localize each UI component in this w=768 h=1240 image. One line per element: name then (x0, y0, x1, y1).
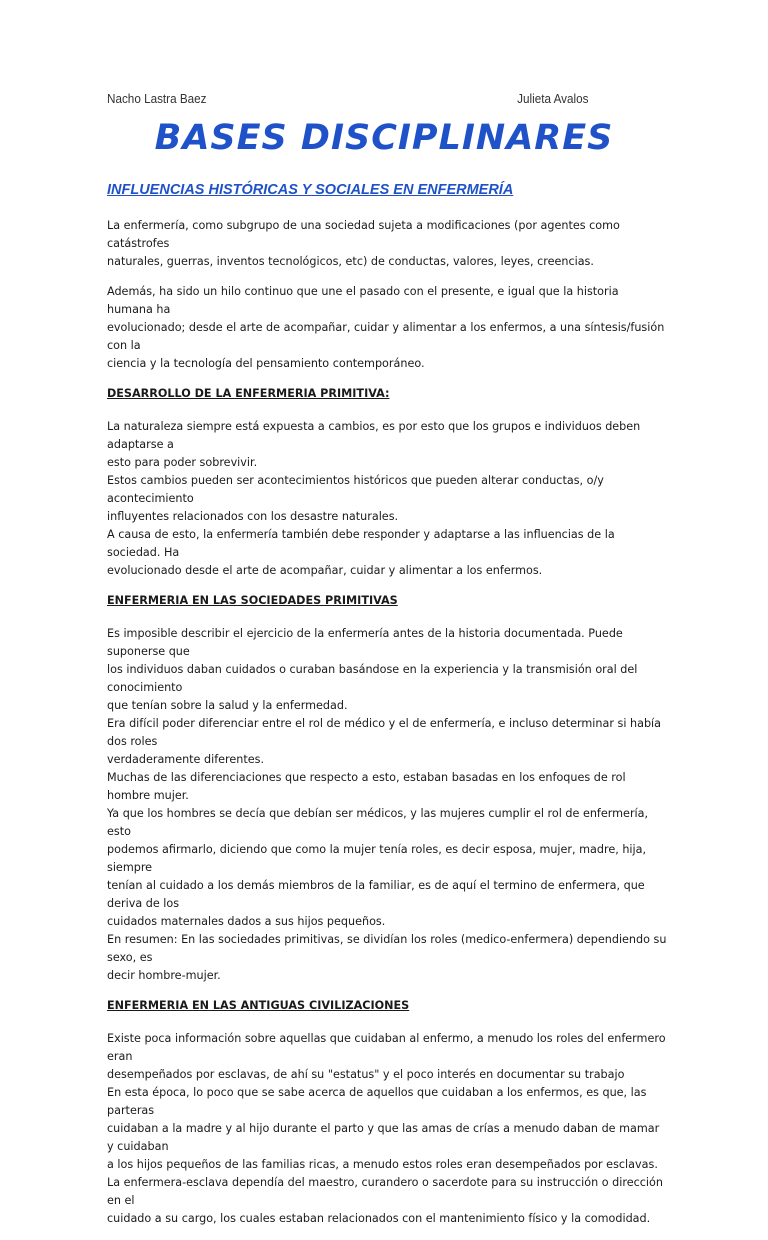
section-heading-ancient-civilizations: ENFERMERIA EN LAS ANTIGUAS CIVILIZACIONES (107, 999, 410, 1012)
intro-paragraph-1 (107, 217, 667, 271)
text-line: Existe poca información sobre aquellas que cuidaban al enfermo, a menudo los roles del enfermero eran (107, 1032, 666, 1063)
text-line: En esta época, lo poco que se sabe acerca de aquellos que cuidaban a los enfermos, es que, las parteras (107, 1086, 647, 1117)
text-line: evolucionado desde el arte de acompañar, cuidar y alimentar a los enfermos. (107, 564, 543, 577)
text-line: a los hijos pequeños de las familias ricas, a menudo estos roles eran desempeñados por esclavas. (107, 1158, 658, 1171)
text-line: Era difícil poder diferenciar entre el rol de médico y el de enfermería, e incluso determinar si había dos roles (107, 717, 662, 748)
text-line: Estos cambios pueden ser acontecimientos históricos que pueden alterar conductas, o/y acontecimiento (107, 474, 604, 505)
document-title: BASES DISCIPLINARES (154, 118, 614, 158)
text-line: podemos afirmarlo, diciendo que como la mujer tenía roles, es decir esposa, mujer, madre, hija, siempre (107, 843, 647, 874)
text-line: La naturaleza siempre está expuesta a cambios, es por esto que los grupos e individuos deben adaptarse a (107, 420, 641, 451)
author-left: Nacho Lastra Baez (107, 91, 207, 106)
text-line: verdaderamente diferentes. (107, 753, 265, 766)
section-heading-primitive-development: DESARROLLO DE LA ENFERMERIA PRIMITIVA: (107, 387, 390, 400)
text-line: Ya que los hombres se decía que debían ser médicos, y las mujeres cumplir el rol de enfermería, esto (107, 807, 649, 838)
text-line: La enfermera-esclava dependía del maestro, curandero o sacerdote para su instrucción o dirección en el (107, 1176, 663, 1207)
section-heading-primitive-societies: ENFERMERIA EN LAS SOCIEDADES PRIMITIVAS (107, 594, 398, 607)
text-line: Muchas de las diferenciaciones que respecto a esto, estaban basadas en los enfoques de rol hombre mujer. (107, 771, 626, 802)
text-line: evolucionado; desde el arte de acompañar, cuidar y alimentar a los enfermos, a una síntesis/fusión con la (107, 321, 665, 352)
document-body (107, 217, 667, 1240)
authors-line (107, 91, 589, 106)
text-line: Es imposible describir el ejercicio de la enfermería antes de la historia documentada. Puede suponerse que (107, 627, 623, 658)
text-line: que tenían sobre la salud y la enfermedad. (107, 699, 348, 712)
intro-paragraph-2 (107, 283, 667, 373)
text-line: los individuos daban cuidados o curaban basándose en la experiencia y la transmisión oral del conocimiento (107, 663, 638, 694)
text-line: Además, ha sido un hilo continuo que une el pasado con el presente, e igual que la historia humana ha (107, 285, 619, 316)
section-2-body (107, 625, 667, 985)
text-line: desempeñados por esclavas, de ahí su "estatus" y el poco interés en documentar su trabajo (107, 1068, 625, 1081)
text-line: En resumen: En las sociedades primitivas, se dividían los roles (medico-enfermera) dependiendo su sexo, es (107, 933, 667, 964)
text-line: ciencia y la tecnología del pensamiento contemporáneo. (107, 357, 425, 370)
text-line: cuidados maternales dados a sus hijos pequeños. (107, 915, 386, 928)
section-1-body (107, 418, 667, 580)
text-line: esto para poder sobrevivir. (107, 456, 258, 469)
text-line: A causa de esto, la enfermería también debe responder y adaptarse a las influencias de la sociedad. Ha (107, 528, 615, 559)
text-line: tenían al cuidado a los demás miembros de la familiar, es de aquí el termino de enfermera, que deriva de los (107, 879, 645, 910)
text-line: cuidado a su cargo, los cuales estaban relacionados con el mantenimiento físico y la comodidad. (107, 1212, 651, 1225)
section-3-body (107, 1030, 667, 1228)
author-right: Julieta Avalos (517, 91, 589, 106)
text-line: influyentes relacionados con los desastre naturales. (107, 510, 399, 523)
text-line: cuidaban a la madre y al hijo durante el parto y que las amas de crías a menudo daban de mamar y cuidaban (107, 1122, 660, 1153)
text-line: La enfermería, como subgrupo de una sociedad sujeta a modificaciones (por agentes como catástrofes (107, 219, 620, 250)
text-line: decir hombre-mujer. (107, 969, 221, 982)
document-subtitle: INFLUENCIAS HISTÓRICAS Y SOCIALES EN ENFERMERÍA (107, 182, 514, 198)
text-line: naturales, guerras, inventos tecnológicos, etc) de conductas, valores, leyes, creencias. (107, 255, 594, 268)
